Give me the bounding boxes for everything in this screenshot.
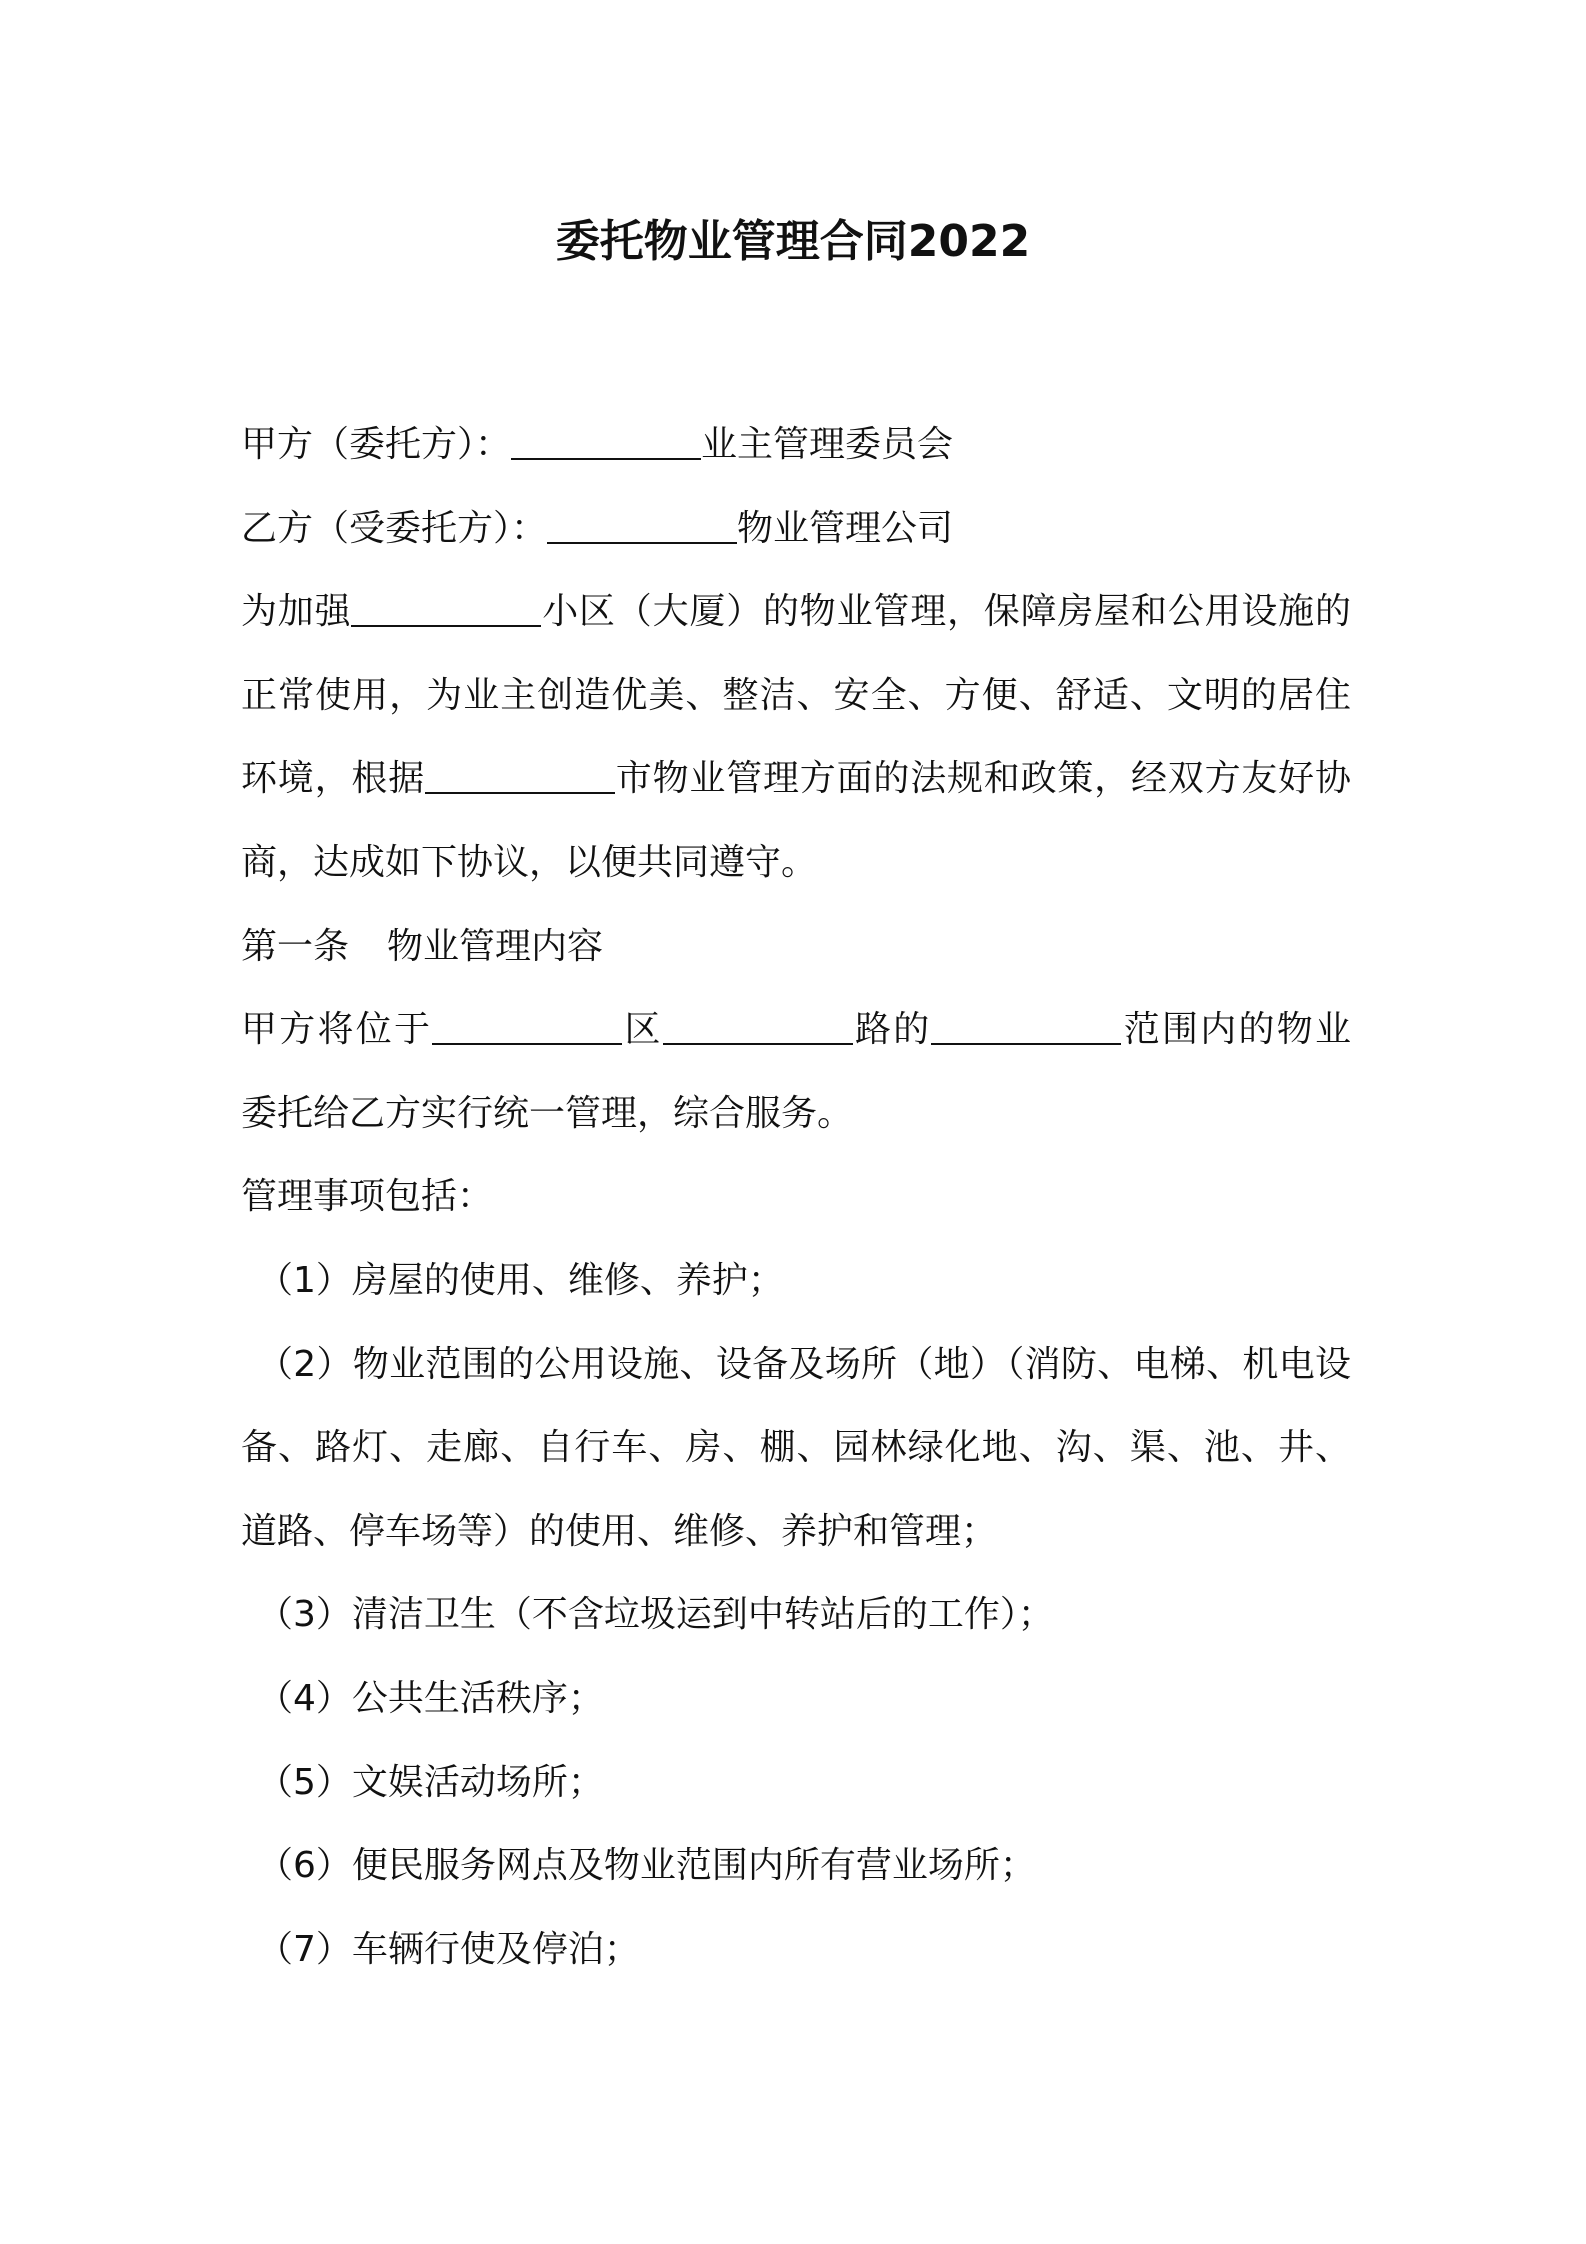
article-number: 第一条 [241, 925, 350, 967]
list-item-text: （4）公共生活秩序； [257, 1677, 604, 1719]
party-b-blank [547, 506, 737, 544]
document-body [241, 403, 1351, 1991]
party-a-blank [511, 422, 701, 460]
list-item-text: （5）文娱活动场所； [257, 1761, 604, 1803]
preamble-line-4 [241, 821, 1351, 905]
list-item-text: 备、路灯、走廊、自行车、房、棚、园林绿化地、沟、渠、池、井、 [241, 1427, 1351, 1469]
article-text: 甲方将位于 [241, 1009, 433, 1051]
article-text: 区 [622, 1009, 663, 1051]
article-text: 路的 [852, 1009, 932, 1051]
scope-label [241, 1155, 1351, 1239]
preamble-text: 商，达成如下协议，以便共同遵守。 [241, 841, 818, 883]
community-blank [351, 589, 541, 627]
list-item-3 [241, 1573, 1351, 1657]
party-a-label: 甲方（委托方）： [241, 424, 512, 465]
article-text: 委托给乙方实行统一管理，综合服务。 [241, 1092, 854, 1134]
list-item-text: （2）物业范围的公用设施、设备及场所（地）（消防、电梯、机电设 [257, 1343, 1351, 1385]
article-1-line-1 [241, 988, 1351, 1072]
range-blank [931, 1007, 1121, 1045]
preamble-text: 为加强 [241, 591, 352, 633]
list-item-7 [241, 1908, 1351, 1992]
party-b-suffix: 物业管理公司 [737, 507, 954, 549]
list-item-2-line-3 [241, 1490, 1351, 1574]
article-heading-text: 物业管理内容 [387, 925, 604, 967]
list-item-text: 道路、停车场等）的使用、维修、养护和管理； [241, 1510, 998, 1552]
list-item-4 [241, 1657, 1351, 1741]
preamble-line-1 [241, 570, 1351, 654]
preamble-line-3 [241, 737, 1351, 821]
article-1-line-2 [241, 1072, 1351, 1156]
document-title: 委托物业管理合同2022 [555, 216, 1031, 267]
list-item-text: （3）清洁卫生（不含垃圾运到中转站后的工作）； [257, 1594, 1054, 1636]
list-item-text: （1）房屋的使用、维修、养护； [257, 1259, 784, 1301]
preamble-text: 环境，根据 [241, 758, 425, 800]
preamble-text: 正常使用，为业主创造优美、整洁、安全、方便、舒适、文明的居住 [241, 674, 1351, 716]
party-b-line [241, 487, 1351, 571]
list-item-1 [241, 1239, 1351, 1323]
list-item-5 [241, 1741, 1351, 1825]
list-item-6 [241, 1824, 1351, 1908]
preamble-text: 小区（大厦）的物业管理，保障房屋和公用设施的 [541, 591, 1351, 633]
preamble-text: 市物业管理方面的法规和政策，经双方友好协 [615, 758, 1351, 800]
preamble-line-2 [241, 654, 1351, 738]
city-blank [425, 756, 615, 794]
list-item-2-line-1 [241, 1323, 1351, 1407]
party-a-line [241, 403, 1351, 487]
article-text: 范围内的物业 [1121, 1009, 1351, 1051]
list-item-text: （6）便民服务网点及物业范围内所有营业场所； [257, 1845, 1036, 1887]
scope-label-text: 管理事项包括： [241, 1176, 494, 1218]
party-a-suffix: 业主管理委员会 [701, 424, 954, 465]
district-blank [432, 1007, 622, 1045]
article-1-heading [241, 905, 1351, 989]
list-item-text: （7）车辆行使及停泊； [257, 1928, 640, 1970]
road-blank [663, 1007, 853, 1045]
list-item-2-line-2 [241, 1406, 1351, 1490]
party-b-label: 乙方（受委托方）： [241, 507, 548, 549]
